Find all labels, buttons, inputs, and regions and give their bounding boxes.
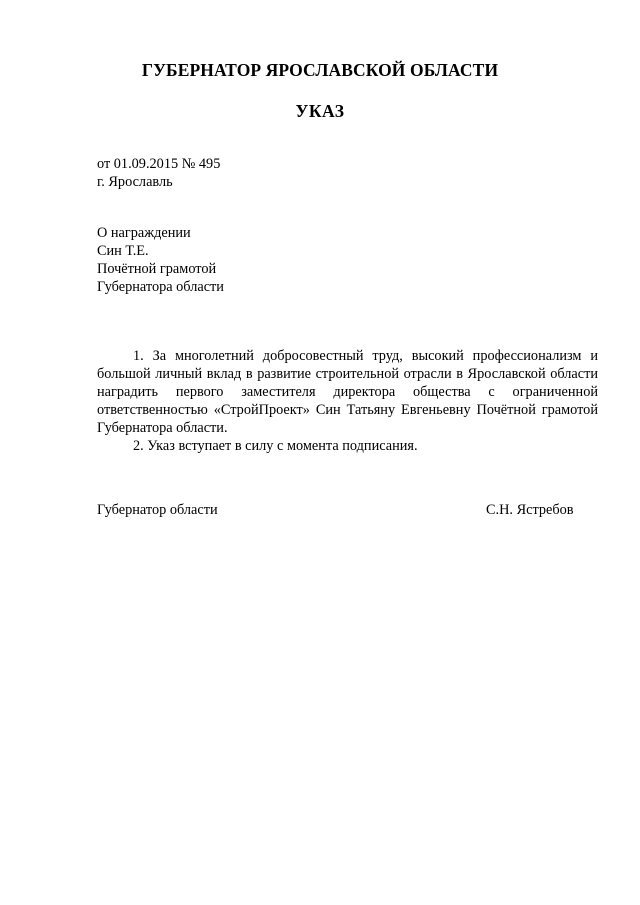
decree-paragraph: 1. За многолетний добросовестный труд, высокий профессионализм и большой личный вклад в развитие строительной отрасли в Ярославской области наградить первого заместителя директора общества с ограниченной ответственностью «СтройПроект» Син Татьяну Евгеньевну Почётной грамотой Губернатора области.	[97, 348, 598, 436]
subject-line: Почётной грамотой	[97, 261, 217, 277]
place-line: г. Ярославль	[97, 174, 173, 190]
document-meta	[97, 155, 220, 191]
document-type-heading: УКАЗ	[295, 101, 345, 121]
document-subject	[97, 224, 224, 296]
signatory-post: Губернатор области	[97, 502, 218, 518]
subject-line: Син Т.Е.	[97, 243, 149, 259]
issuing-authority-heading: ГУБЕРНАТОР ЯРОСЛАВСКОЙ ОБЛАСТИ	[141, 60, 499, 80]
decree-paragraph: 2. Указ вступает в силу с момента подписания.	[133, 438, 418, 454]
subject-line: Губернатора области	[97, 279, 224, 295]
signatory-name: С.Н. Ястребов	[486, 502, 574, 518]
decree-body	[97, 347, 598, 455]
subject-line: О награждении	[97, 225, 191, 241]
date-number-line: от 01.09.2015 № 495	[97, 156, 221, 172]
